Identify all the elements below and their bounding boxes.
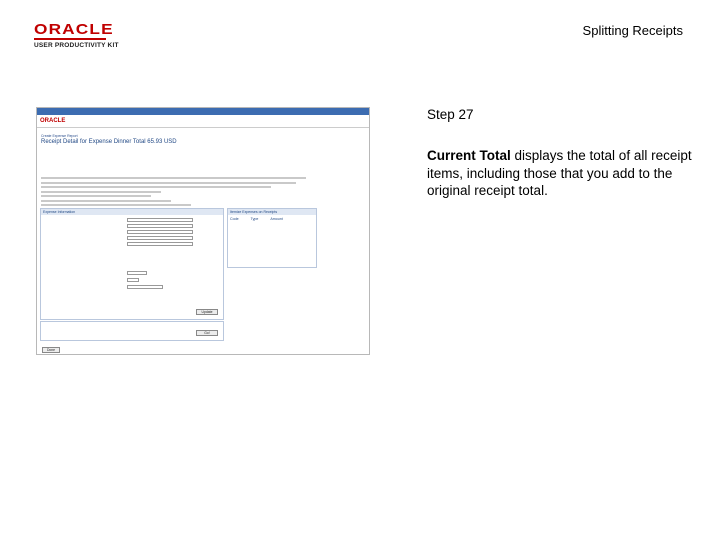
shot-col-type: Type xyxy=(250,217,259,221)
shot-col-amount: Amount xyxy=(270,217,283,221)
shot-itemize-columns xyxy=(230,217,283,221)
shot-menubar xyxy=(37,108,369,115)
shot-expense-info-title: Expense Information xyxy=(41,209,223,215)
shot-go-button: Go! xyxy=(196,330,218,336)
shot-itemize-panel xyxy=(227,208,317,268)
shot-receipt-heading: Receipt Detail for Expense Dinner Total 65.93 USD xyxy=(41,139,177,145)
step-description xyxy=(427,147,697,200)
shot-brand-bar xyxy=(37,115,369,128)
embedded-screenshot xyxy=(36,107,370,355)
shot-itemize-title: Itemize Expenses on Receipts xyxy=(228,209,316,215)
shot-update-button: Update xyxy=(196,309,218,315)
step-label: Step 27 xyxy=(427,107,474,122)
shot-done-button: Done xyxy=(42,347,60,353)
shot-expense-info-panel xyxy=(40,208,224,320)
shot-col-code: Code xyxy=(230,217,239,221)
logo-rule xyxy=(34,38,106,40)
step-term: Current Total xyxy=(427,148,511,163)
shot-split-panel xyxy=(40,321,224,341)
logo-oracle-wordmark: ORACLE xyxy=(34,21,114,38)
shot-breadcrumb: Create Expense Report xyxy=(41,134,78,138)
shot-oracle-logo: ORACLE xyxy=(40,118,66,124)
document-title: Splitting Receipts xyxy=(582,23,683,38)
oracle-upk-logo xyxy=(34,22,129,49)
step-text: displays the total of all receipt items, including those that you add to the original receipt total. xyxy=(427,148,692,198)
logo-subtitle: USER PRODUCTIVITY KIT xyxy=(34,42,119,49)
